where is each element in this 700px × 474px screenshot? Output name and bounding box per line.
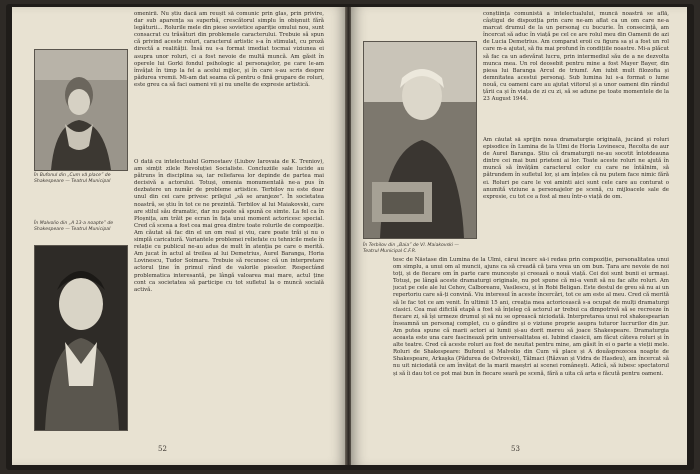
portrait-photo-terbilov <box>363 41 477 239</box>
text-column-top-left: omenirii. Nu știu dacă am reușit să comunic prin glas, prin privire, dar sub aparența sa superbă, crescătorul simplu în obișnuit fără legăturii... Rolurile mele din piese sovietice apariție omului nou, sunt consacrat cu trăsături din problemele caracterului. Trebuie să spun că privind aceste roluri, caracterul artistic s-a în stimulat, cu proză directă a realității. Însă nu s-a format imediat tocmai viziunea ei asupra unor roluri, ci a fost nevoie de multă muncă. Am găsit în operele lui Gorki fondul psihologic al personajelor, pe care le-am învățat în timp la fel a acelui mijloc, și în care s-au scris despre pădurea vremii. Mi-am dat seama că pentru o fină grupare de roluri, este greu ca să faci oameni vii și nu unelte de expresie artistică. <box>134 11 324 88</box>
caption-terbilov: În Terbilov din „Baia” de Vl. Maiakovski — Teatrul Municipal C.F.R. <box>363 243 459 254</box>
left-page <box>12 7 346 465</box>
page-number-right: 53 <box>511 445 520 453</box>
text-column-middle-right: Am căutat să sprijin noua dramaturgie originală, jucând și roluri episodice în Lumina de la Ulmi de Horia Lovinescu, Recolta de aur de Aurel Baranga. Știu că dramaturgii ne-au socotit întotdeauna dintre cei mai buni prieteni ai lor. Toate aceste roluri ne ajută în muncă să învățăm caracterul celor cu care ne întâlnim, să pătrundem în sufletul lor, și am înțeles că nu putem face nimic fără ei. Roluri pe care le voi aminti aici sunt cele care au conturat o anumită viziune a personajelor pe scenă, cu mijloacele sale de expresie, cu tot ce a fost al meu într-o viață de om. <box>483 137 669 200</box>
text-column-full-right: tesc de Năstase din Lumina de la Ulmi, cărui încerc să-i redau prin compoziție, personalitatea unui om simplu, a unui om al muncii, ajuns ca să creadă că țara vrea un om bun. Țara are nevoie de noi toți, și de fiecare om în parte care muncește și creează o nouă viață. Cei doi sunt bunii ei urmași. Totuși, pe lângă aceste dramaturgi originale, nu pot spune că mi-a venit să nu fac alte roluri. Am jucat pe cele ale lui Cehov, Calboreanu, Vasilescu, și în Robi Beligan. Este destul de greu să nu ai un repertoriu care să-ți convină. Viu interesul în aceste încercări, tot ce am este al meu. Cred că merită să le fac tot ce am venit. În ultimii 15 ani, creația mea actoricească s-a ocupat de mulți dramaturgi clasici. Cea mai dificilă etapă a fost să înțeleg că actorul ar trebui ca dimpotrivă să se recreeze în fiecare zi, să își urmeze drumul și să nu se oprească niciodată. Interpretarea unui rol shakespearian înseamnă un personaj complet, cu o gândire și o viziune proprie asupra tuturor lucrurilor din jur. Am putea spune că marii actori ai lumii și-au dorit mereu să joace Shakespeare. Dramaturgia aceasta este una care fascinează prin universalitatea ei. Iubind clasicii, am făcut câteva roluri și în alte teatre. Cred că aceste roluri au fost de neuitat pentru mine, am găsit în ei o parte a vieții mele. Roluri de Shakespeare: Bufonul și Malvolio din Cum vă place și A douăsprezecea noapte de Shakespeare, Arkaşka (Pădurea de Ostrovski), Tâlmaci (Răzvan și Vidra de Hasdeu), am încercat să nu uit niciodată ce am învățat de la marii maeștri ai scenei românești. Adică, să iubesc spectatorul și să îi dau tot ce pot mai bun în fiecare seară pe scenă, fără a uita că arta e făcută pentru oameni. <box>393 257 669 377</box>
caption-buffoon: În Bufonul din „Cum vă place” de Shakespeare — Teatrul Municipal <box>34 173 111 184</box>
caption-malvolio: În Malvolio din „A 13-a noapte” de Shakespeare — Teatrul Municipal <box>34 221 114 232</box>
portrait-photo-malvolio <box>34 245 128 431</box>
open-book <box>6 4 694 470</box>
text-column-top-right: conștiința comunistă a intelectualului, muncă noastră se află, câștigul de dispoziția prin care ne-am aflat ca un om care ne-a marcat drumul de la un personaj cu bucurie. În consecință, am încercat să aduc în viață pe cel ce are rolul meu din Oamenii de azi de Lucia Demetrius. Am comparat eroii cu figura sa și a fost un rol care m-a ajutat, să fiu mai profund în condițiile noastre. Mi-a plăcut să fac ca un adevărat lucru, prin intermediul său de a ne dezvolta munca mea. Un rol deosebit pentru mine a fost Mayer Bayer, din piesa lui Baranga Arcul de triumf. Am iubit mult filozofia și demnitatea acestui personaj. Sub lumina lui s-a format o lume nouă, cu oameni care au ajutat viitorul și a unor oameni din rândul țării ca și în viața de zi cu zi, să se adune pe toate momentele de la 23 August 1944. <box>483 11 669 103</box>
page-number-left: 52 <box>158 445 167 453</box>
text-column-bottom-left: O dată cu intelectualul Gornostaev (Liubov Iarovaia de K. Treniov), am simțit zilele Revoluției Socialiste. Concluziile sale lucide au pătruns în disciplina sa, iar reliefarea lor depinde de partea mai decisivă a actorului. Totuși, omenia monumentală ne-a pus în dezbatere un număr de probleme artistice. Terbilov nu este doar unul din cei care privesc prilejul „să se aranjeze”. În societatea noastră, se știu în tot ce ne prezintă. Terbilov al lui Maiakovski, care are stilul său dramatic, dar nu poate să spună ce simte. La fel ca în Ploșnița, am trăit pe ecran în fața unui moment actoricesc special. Cred că scena a fost cea mai grea dintre toate rolurile de compoziție. Am căutat să fac din el un om real și viu, care poate trăi și nu o simplă caricatură. Variantele problemei reliefate cu tehnicile mele în relație cu publicul ne-au adus de mult în atenția pe care o merită. Am jucat în actul al treilea al lui Demetrius, Aurel Baranga, Horia Lovinescu, Tudor Soimaru. Trebuie să recunosc că un interpretare actorul ține în primul rând de valorile pieselor. Respectând problematica interesantă, pe lângă valoarea mai mare, actul ține cont ca societatea să participe cu tot sufletul la o muncă socială activă. <box>134 159 324 293</box>
portrait-photo-buffoon <box>34 49 128 171</box>
right-page <box>351 7 687 465</box>
